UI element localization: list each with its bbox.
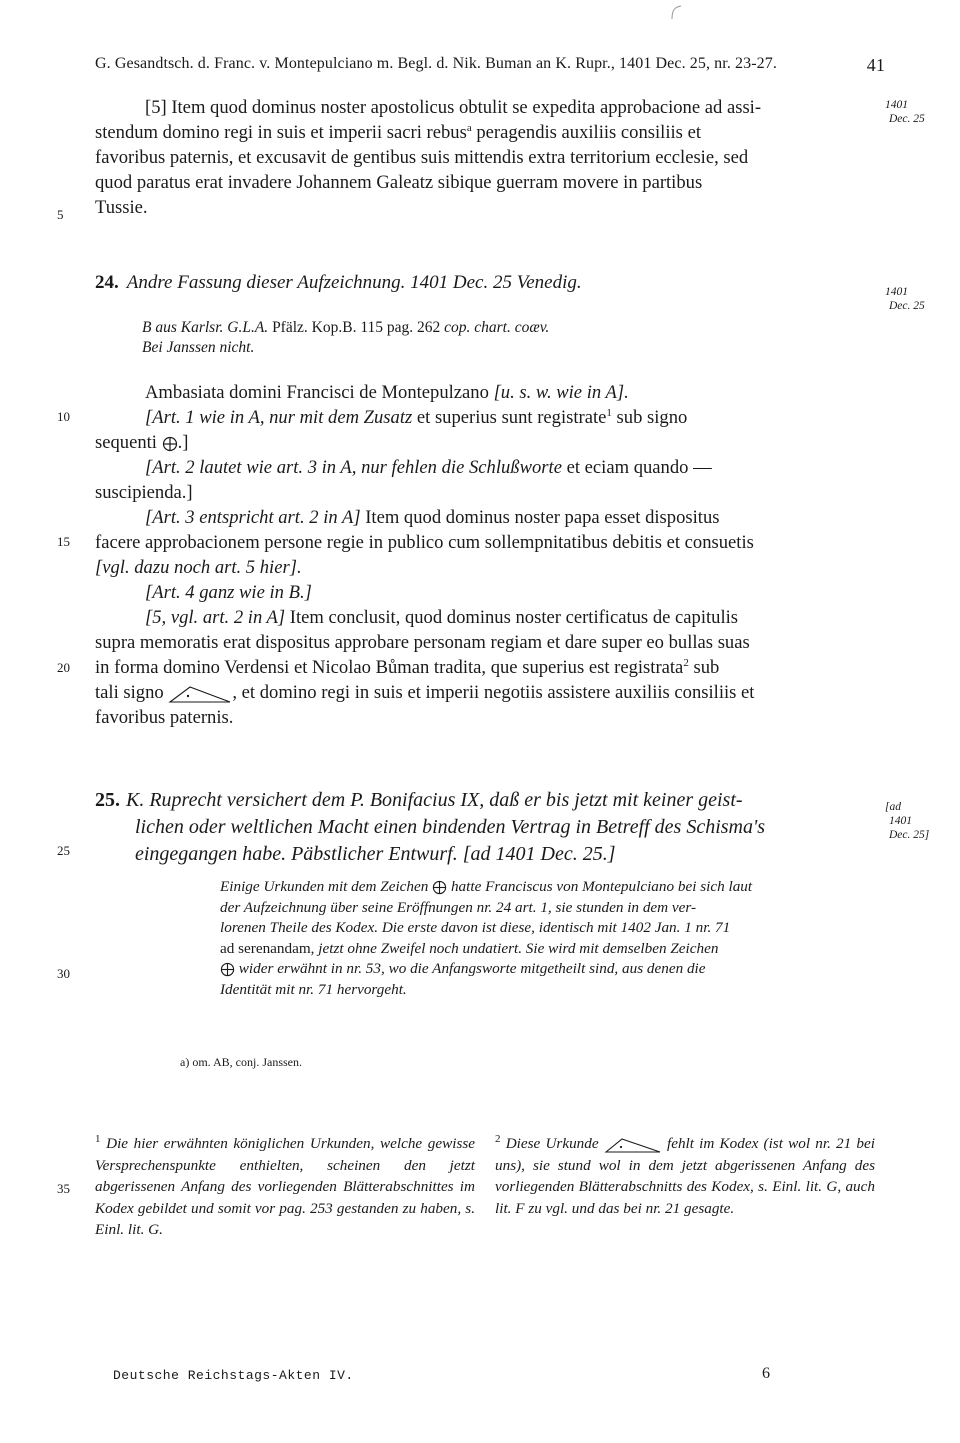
margin-date-doc-24: 1401 Dec. 25 xyxy=(885,286,925,312)
critical-apparatus: a) om. AB, conj. Janssen. xyxy=(180,1055,302,1069)
triangle-sign-icon xyxy=(604,1136,662,1154)
line-number: 15 xyxy=(57,534,70,549)
circle-cross-icon xyxy=(432,880,447,895)
section-5-line-5: Tussie. xyxy=(95,197,148,218)
doc-24-body xyxy=(95,380,880,730)
doc-24-para-6-line-3: in forma domino Verdensi et Nicolao Bůman tradita, que superius est registrata$^2$ sub xyxy=(95,656,720,678)
circle-cross-icon xyxy=(220,962,235,977)
doc-25-title-line-3: eingegangen habe. Päbstlicher Entwurf. [ad 1401 Dec. 25.] xyxy=(135,843,616,865)
doc-24-para-2: [Art. 1 wie in A, nur mit dem Zusatz et superius sunt registrate$^1$ sub signo xyxy=(145,406,688,428)
doc-24-title: Andre Fassung dieser Aufzeichnung. 1401 Dec. 25 Venedig. xyxy=(126,272,582,293)
line-number: 10 xyxy=(57,409,70,424)
footnote-2: $^2$ Diese Urkunde fehlt im Kodex (ist wol nr. 21 bei uns), sie stund wol in dem jetzt abgerissenen Anfang des vorliegenden Blätterabschnitts des Kodex, s. Einl. lit. G, auch lit. F zu vgl. und das bei nr. 21 gesagte. xyxy=(495,1132,875,1217)
doc-25-note-line-2: der Aufzeichnung über seine Eröffnungen nr. 24 art. 1, sie stunden in dem ver- xyxy=(220,898,697,916)
doc-24-para-1: Ambasiata domini Francisci de Montepulzano [u. s. w. wie in A]. xyxy=(145,382,629,403)
line-number: 5 xyxy=(57,207,64,222)
footnote-2-mark: 2 xyxy=(495,1132,501,1145)
footer-series-title: Deutsche Reichstags-Akten IV. xyxy=(113,1368,354,1383)
doc-25-note-line-4: ad serenandam, jetzt ohne Zweifel noch undatiert. Sie wird mit demselben Zeichen xyxy=(220,939,719,957)
doc-24-para-4-line-3: [vgl. dazu noch art. 5 hier]. xyxy=(95,557,302,578)
footnote-1 xyxy=(95,1133,475,1241)
doc-25-editorial-note xyxy=(220,877,880,1000)
doc-25-title-line-1: 25. K. Ruprecht versichert dem P. Bonifacius IX, daß er bis jetzt mit keiner geist- xyxy=(95,789,743,811)
doc-24-heading xyxy=(95,272,582,294)
pencil-mark-icon xyxy=(670,5,682,19)
doc-24-source-line: B aus Karlsr. G.L.A. Pfälz. Kop.B. 115 pag. 262 cop. chart. coæv. xyxy=(142,319,550,336)
doc-24-para-6-line-5: favoribus paternis. xyxy=(95,707,234,728)
doc-24-para-2-cont: sequenti .] xyxy=(95,432,189,453)
circle-cross-icon xyxy=(162,436,178,452)
line-number: 25 xyxy=(57,843,70,858)
doc-24-para-3-cont: suscipienda.] xyxy=(95,482,193,503)
doc-25-note-line-5: wider erwähnt in nr. 53, wo die Anfangsworte mitgetheilt sind, aus denen die xyxy=(220,959,880,980)
doc-24-para-6-line-2: supra memoratis erat dispositus approbare personam regiam et dare super eo bullas suas xyxy=(95,632,750,653)
doc-24-para-6-line-4: tali signo , et domino regi in suis et imperii negotiis assistere auxiliis consiliis et xyxy=(95,682,755,703)
line-number: 20 xyxy=(57,660,70,675)
line-number: 35 xyxy=(57,1181,70,1196)
section-5-line-3: favoribus paternis, et excusavit de gentibus suis mittendis extra territorium ecclesie, sed xyxy=(95,147,749,168)
section-5-line-2: stendum domino regi in suis et imperii sacri rebus$^a$ peragendis auxiliis consiliis et xyxy=(95,121,701,143)
doc-24-number: 24. xyxy=(95,272,119,293)
section-5-text xyxy=(95,95,880,220)
line-number: 30 xyxy=(57,966,70,981)
section-5-line-1: [5] Item quod dominus noster apostolicus obtulit se expedita approbacione ad assi- xyxy=(145,97,762,118)
doc-25-heading xyxy=(95,787,880,868)
margin-date-section-5: 1401 Dec. 25 xyxy=(885,99,925,125)
footnote-1-mark: 1 xyxy=(95,1132,101,1145)
footnote-marker-1: 1 xyxy=(606,406,612,419)
section-5-line-4: quod paratus erat invadere Johannem Galeatz sibique guerram movere in partibus xyxy=(95,172,703,193)
doc-24-para-4-line-2: facere approbacionem persone regie in publico cum sollempnitatibus debitis et consuetis xyxy=(95,532,754,553)
doc-25-note-line-1: Einige Urkunden mit dem Zeichen hatte Franciscus von Montepulciano bei sich laut xyxy=(220,878,753,895)
doc-24-para-3: [Art. 2 lautet wie art. 3 in A, nur fehlen die Schlußworte et eciam quando — xyxy=(145,457,712,478)
footnote-marker-a: a xyxy=(466,121,472,134)
doc-25-title-line-2: lichen oder weltlichen Macht einen bindenden Vertrag in Betreff des Schisma's xyxy=(135,816,766,838)
doc-24-para-4: [Art. 3 entspricht art. 2 in A] Item quod dominus noster papa esset dispositus xyxy=(145,507,720,528)
triangle-sign-icon xyxy=(168,684,232,704)
doc-24-para-5: [Art. 4 ganz wie in B.] xyxy=(145,582,312,603)
doc-25-number: 25. xyxy=(95,789,120,811)
footnote-marker-2: 2 xyxy=(683,656,689,669)
doc-25-note-line-3: lorenen Theile des Kodex. Die erste davon ist diese, identisch mit 1402 Jan. 1 nr. 71 xyxy=(220,919,731,936)
doc-24-source-note: Bei Janssen nicht. xyxy=(142,339,255,356)
running-title: G. Gesandtsch. d. Franc. v. Montepulciano m. Begl. d. Nik. Buman an K. Rupr., 1401 Dec. 25, nr. 23-27. xyxy=(95,55,777,72)
footnote-1-text: Die hier erwähnten königlichen Urkunden, welche gewisse Versprechenspunkte enthielten, scheinen den jetzt abgerissenen Anfang des vorliegenden Blätterabschnittes im Kodex gebildet und somit vor pag. 253 gestanden zu haben, s. Einl. lit. G. xyxy=(95,1135,476,1238)
margin-date-doc-25: [ad 1401 Dec. 25] xyxy=(885,801,930,841)
doc-25-note-line-6: Identität mit nr. 71 hervorgeht. xyxy=(220,980,407,998)
footer-signature-number: 6 xyxy=(762,1365,770,1382)
running-header xyxy=(95,55,885,73)
page-number: 41 xyxy=(866,55,885,75)
doc-24-para-6: [5, vgl. art. 2 in A] Item conclusit, quod dominus noster certificatus de capitulis xyxy=(145,607,739,628)
